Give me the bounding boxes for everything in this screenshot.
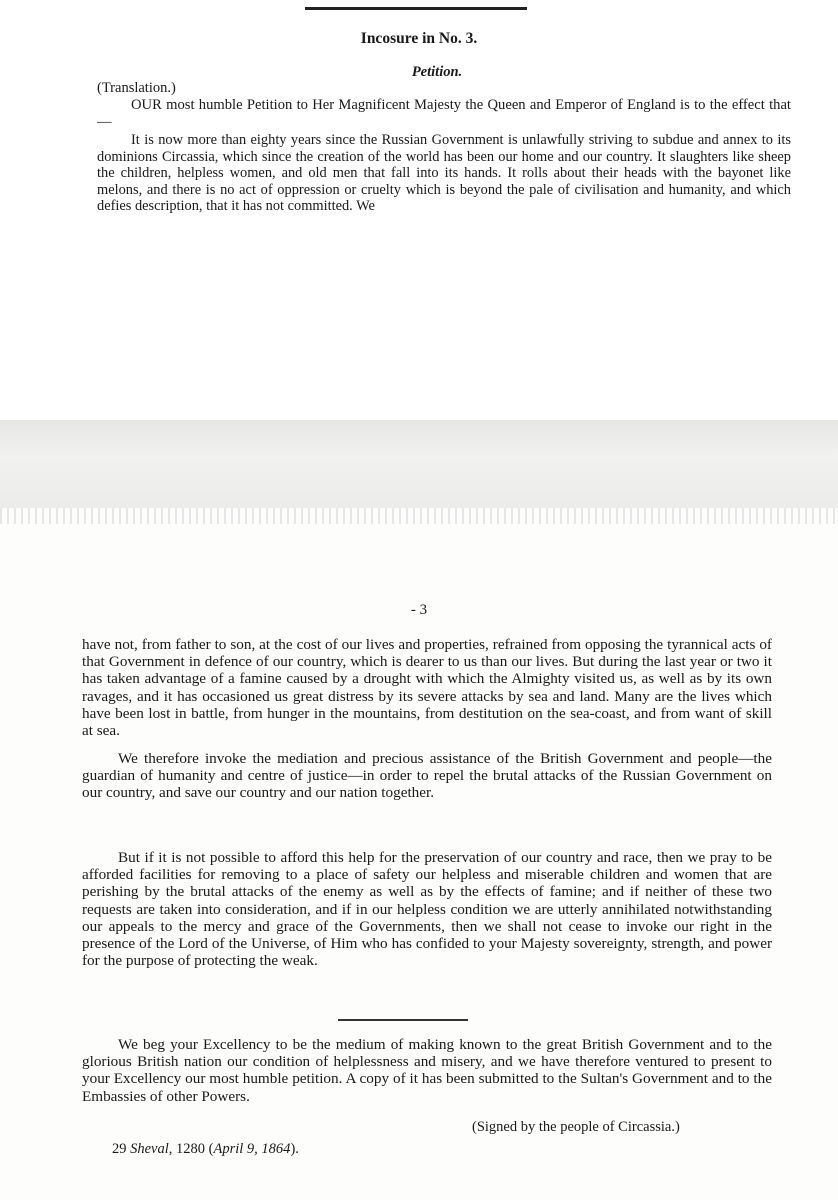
date-month: Sheval: [130, 1141, 169, 1157]
page-number: - 3: [410, 602, 428, 618]
translation-note: (Translation.): [97, 80, 176, 96]
signature-line: (Signed by the people of Circassia.): [472, 1119, 680, 1135]
top-rule: [305, 7, 527, 10]
document-page-top: [0, 0, 838, 420]
scan-edge: [0, 508, 838, 524]
page-gap: [0, 420, 838, 508]
paragraph-1: It is now more than eighty years since the Russian Government is unlawfully striving to subdue and annex to its dominions Circassia, which since the creation of the world has been our home and our country. It slaughters like sheep the children, helpless women, and old men that fall into its hands. It rolls about their heads with the bayonet like melons, and there is no act of oppression or cruelty which is beyond the pale of civilisation and humanity, and which defies description, that it has not committed. We: [97, 132, 791, 215]
date-line: 29 Sheval, 1280 (April 9, 1864).: [112, 1141, 299, 1157]
petition-title: Petition.: [411, 64, 463, 80]
document-page-bottom: [0, 508, 838, 1200]
date-day: 29: [112, 1141, 127, 1157]
date-year: 1280: [176, 1141, 206, 1157]
paragraph-2: We therefore invoke the mediation and precious assistance of the British Government and people—the guardian of humanity and centre of justice—in order to repel the brutal attacks of the Russian Government on our country, and save our country and our nation together.: [82, 750, 772, 802]
section-rule: [338, 1019, 468, 1021]
date-gregorian: April 9, 1864: [213, 1141, 291, 1157]
page-number-value: 3: [419, 602, 428, 618]
paragraph-3: But if it is not possible to afford this help for the preservation of our country and race, then we pray to be afforded facilities for removing to a place of safety our helpless and miserable children and women that are perishing by the brutal attacks of the enemy as well as by the effects of famine; and if neither of these two requests are taken into consideration, and if in our helpless condition we are utterly annihilated notwithstanding our appeals to the mercy and grace of the Governments, then we shall not cease to invoke our right in the presence of the Lord of the Universe, of Him who has confided to your Majesty sovereignty, strength, and power for the purpose of protecting the weak.: [82, 849, 772, 970]
enclosure-title: Incosure in No. 3.: [360, 30, 478, 47]
paragraph-4: We beg your Excellency to be the medium of making known to the great British Government and to the glorious British nation our condition of helplessness and misery, and we have therefore ventured to present to your Excellency our most humble petition. A copy of it has been submitted to the Sultan's Government and to the Embassies of other Powers.: [82, 1036, 772, 1105]
opening-paragraph: OUR most humble Petition to Her Magnificent Majesty the Queen and Emperor of England is to the effect that—: [97, 97, 791, 130]
continuation-paragraph: have not, from father to son, at the cost of our lives and properties, refrained from opposing the tyrannical acts of that Government in defence of our country, which is dearer to us than our lives. But during the last year or two it has taken advantage of a famine caused by a drought with which the Almighty visited us, as well as by its own ravages, and it has occasioned us great distress by its severe attacks by sea and land. Many are the lives which have been lost in battle, from hunger in the mountains, from destitution on the sea-coast, and from want of skill at sea.: [82, 636, 772, 740]
